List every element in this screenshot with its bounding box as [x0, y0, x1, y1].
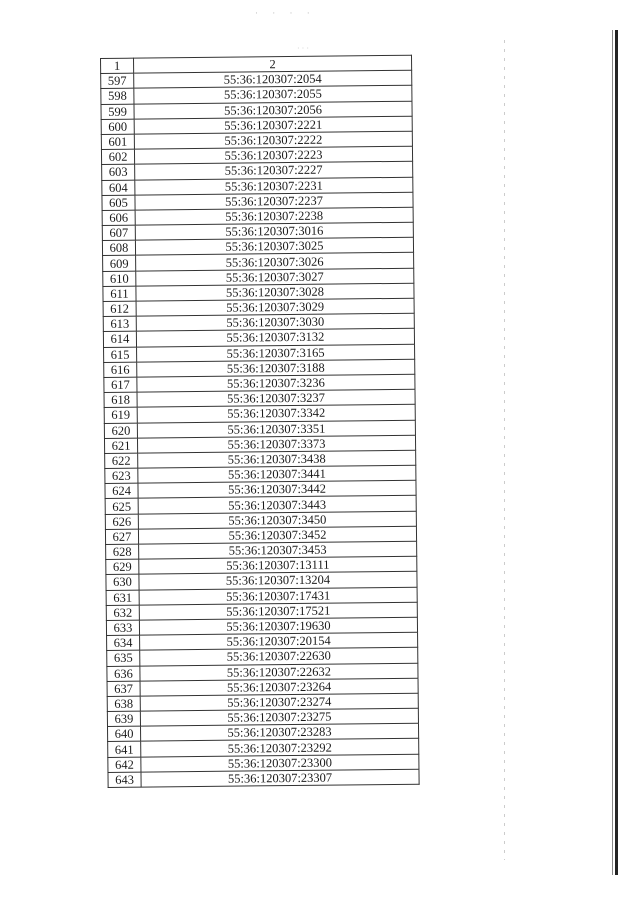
row-index: 602 — [101, 149, 134, 165]
row-index: 606 — [102, 210, 135, 226]
row-index: 614 — [103, 332, 136, 348]
cadastral-number: 55:36:120307:3342 — [137, 405, 415, 423]
row-index: 620 — [104, 423, 137, 439]
table-body — [101, 70, 419, 787]
row-index: 635 — [107, 650, 140, 666]
cadastral-number: 55:36:120307:20154 — [140, 632, 418, 650]
cadastral-number: 55:36:120307:2231 — [135, 177, 413, 195]
cadastral-number: 55:36:120307:2237 — [135, 192, 413, 210]
row-index: 613 — [103, 316, 136, 332]
row-index: 643 — [108, 772, 141, 788]
faint-header-marks: · · · · — [255, 8, 316, 18]
row-index: 622 — [105, 453, 138, 469]
cadastral-number: 55:36:120307:3029 — [136, 298, 414, 316]
row-index: 621 — [104, 438, 137, 454]
cadastral-number: 55:36:120307:19630 — [139, 617, 417, 635]
cadastral-number: 55:36:120307:23300 — [141, 754, 419, 772]
row-index: 636 — [107, 666, 140, 682]
cadastral-number: 55:36:120307:3027 — [136, 268, 414, 286]
cadastral-number: 55:36:120307:2055 — [134, 86, 412, 104]
cadastral-number: 55:36:120307:3132 — [136, 329, 414, 347]
scan-edge-thin — [612, 30, 613, 875]
row-index: 634 — [107, 635, 140, 651]
row-index: 627 — [105, 529, 138, 545]
cadastral-number: 55:36:120307:3237 — [137, 389, 415, 407]
cadastral-number: 55:36:120307:23307 — [141, 769, 419, 787]
cadastral-number: 55:36:120307:2222 — [134, 131, 412, 149]
cadastral-number: 55:36:120307:23292 — [141, 739, 419, 757]
row-index: 611 — [103, 286, 136, 302]
row-index: 598 — [101, 89, 134, 105]
row-index: 612 — [103, 301, 136, 317]
cadastral-number: 55:36:120307:17431 — [139, 587, 417, 605]
cadastral-number: 55:36:120307:23275 — [140, 708, 418, 726]
cadastral-number: 55:36:120307:23264 — [140, 678, 418, 696]
row-index: 638 — [107, 696, 140, 712]
cadastral-number: 55:36:120307:22630 — [140, 648, 418, 666]
row-index: 641 — [108, 742, 141, 758]
cadastral-number: 55:36:120307:3453 — [139, 541, 417, 559]
row-index: 605 — [102, 195, 135, 211]
cadastral-number: 55:36:120307:3026 — [136, 253, 414, 271]
row-index: 618 — [104, 392, 137, 408]
row-index: 607 — [102, 225, 135, 241]
cadastral-number: 55:36:120307:17521 — [139, 602, 417, 620]
cadastral-number: 55:36:120307:3351 — [137, 420, 415, 438]
row-index: 633 — [106, 620, 139, 636]
cadastral-number: 55:36:120307:3016 — [135, 222, 413, 240]
cadastral-number: 55:36:120307:3236 — [137, 374, 415, 392]
row-index: 628 — [106, 544, 139, 560]
cadastral-number: 55:36:120307:2227 — [135, 162, 413, 180]
row-index: 597 — [101, 73, 134, 89]
cadastral-number: 55:36:120307:3188 — [137, 359, 415, 377]
cadastral-number: 55:36:120307:23274 — [140, 693, 418, 711]
cadastral-number: 55:36:120307:3373 — [137, 435, 415, 453]
row-index: 624 — [105, 483, 138, 499]
row-index: 629 — [106, 559, 139, 575]
row-index: 599 — [101, 104, 134, 120]
row-index: 610 — [103, 271, 136, 287]
cadastral-number: 55:36:120307:23283 — [141, 723, 419, 741]
row-index: 625 — [105, 499, 138, 515]
faint-subheader-marks: · · · — [297, 44, 309, 53]
cadastral-number: 55:36:120307:22632 — [140, 663, 418, 681]
cadastral-number: 55:36:120307:2238 — [135, 207, 413, 225]
row-index: 609 — [103, 256, 136, 272]
cadastral-number: 55:36:120307:3450 — [138, 511, 416, 529]
row-index: 603 — [102, 164, 135, 180]
cadastral-number: 55:36:120307:3441 — [138, 465, 416, 483]
row-index: 604 — [102, 180, 135, 196]
cadastral-number: 55:36:120307:2221 — [134, 116, 412, 134]
cadastral-number: 55:36:120307:13111 — [139, 556, 417, 574]
row-index: 616 — [104, 362, 137, 378]
row-index: 637 — [107, 681, 140, 697]
cadastral-number: 55:36:120307:3443 — [138, 496, 416, 514]
table-row — [108, 769, 419, 787]
cadastral-number: 55:36:120307:3030 — [136, 313, 414, 331]
cadastral-number-table — [100, 55, 420, 788]
cadastral-number: 55:36:120307:2223 — [134, 146, 412, 164]
scan-edge — [615, 30, 618, 875]
column-header-index: 1 — [101, 58, 134, 74]
row-index: 623 — [105, 468, 138, 484]
cadastral-number: 55:36:120307:3442 — [138, 480, 416, 498]
cadastral-number: 55:36:120307:3028 — [136, 283, 414, 301]
cadastral-number: 55:36:120307:2056 — [134, 101, 412, 119]
scan-artifact-line — [504, 40, 505, 860]
cadastral-number: 55:36:120307:3165 — [137, 344, 415, 362]
row-index: 630 — [106, 574, 139, 590]
row-index: 619 — [104, 407, 137, 423]
row-index: 632 — [106, 605, 139, 621]
row-index: 631 — [106, 590, 139, 606]
cadastral-number: 55:36:120307:13204 — [139, 572, 417, 590]
cadastral-number: 55:36:120307:2054 — [134, 70, 412, 88]
column-header-number: 2 — [134, 55, 412, 73]
row-index: 608 — [102, 240, 135, 256]
row-index: 639 — [107, 711, 140, 727]
row-index: 615 — [104, 347, 137, 363]
cadastral-number: 55:36:120307:3438 — [138, 450, 416, 468]
row-index: 640 — [108, 726, 141, 742]
row-index: 626 — [105, 514, 138, 530]
cadastral-number: 55:36:120307:3452 — [138, 526, 416, 544]
cadastral-number: 55:36:120307:3025 — [135, 237, 413, 255]
row-index: 642 — [108, 757, 141, 773]
row-index: 601 — [101, 134, 134, 150]
row-index: 600 — [101, 119, 134, 135]
row-index: 617 — [104, 377, 137, 393]
